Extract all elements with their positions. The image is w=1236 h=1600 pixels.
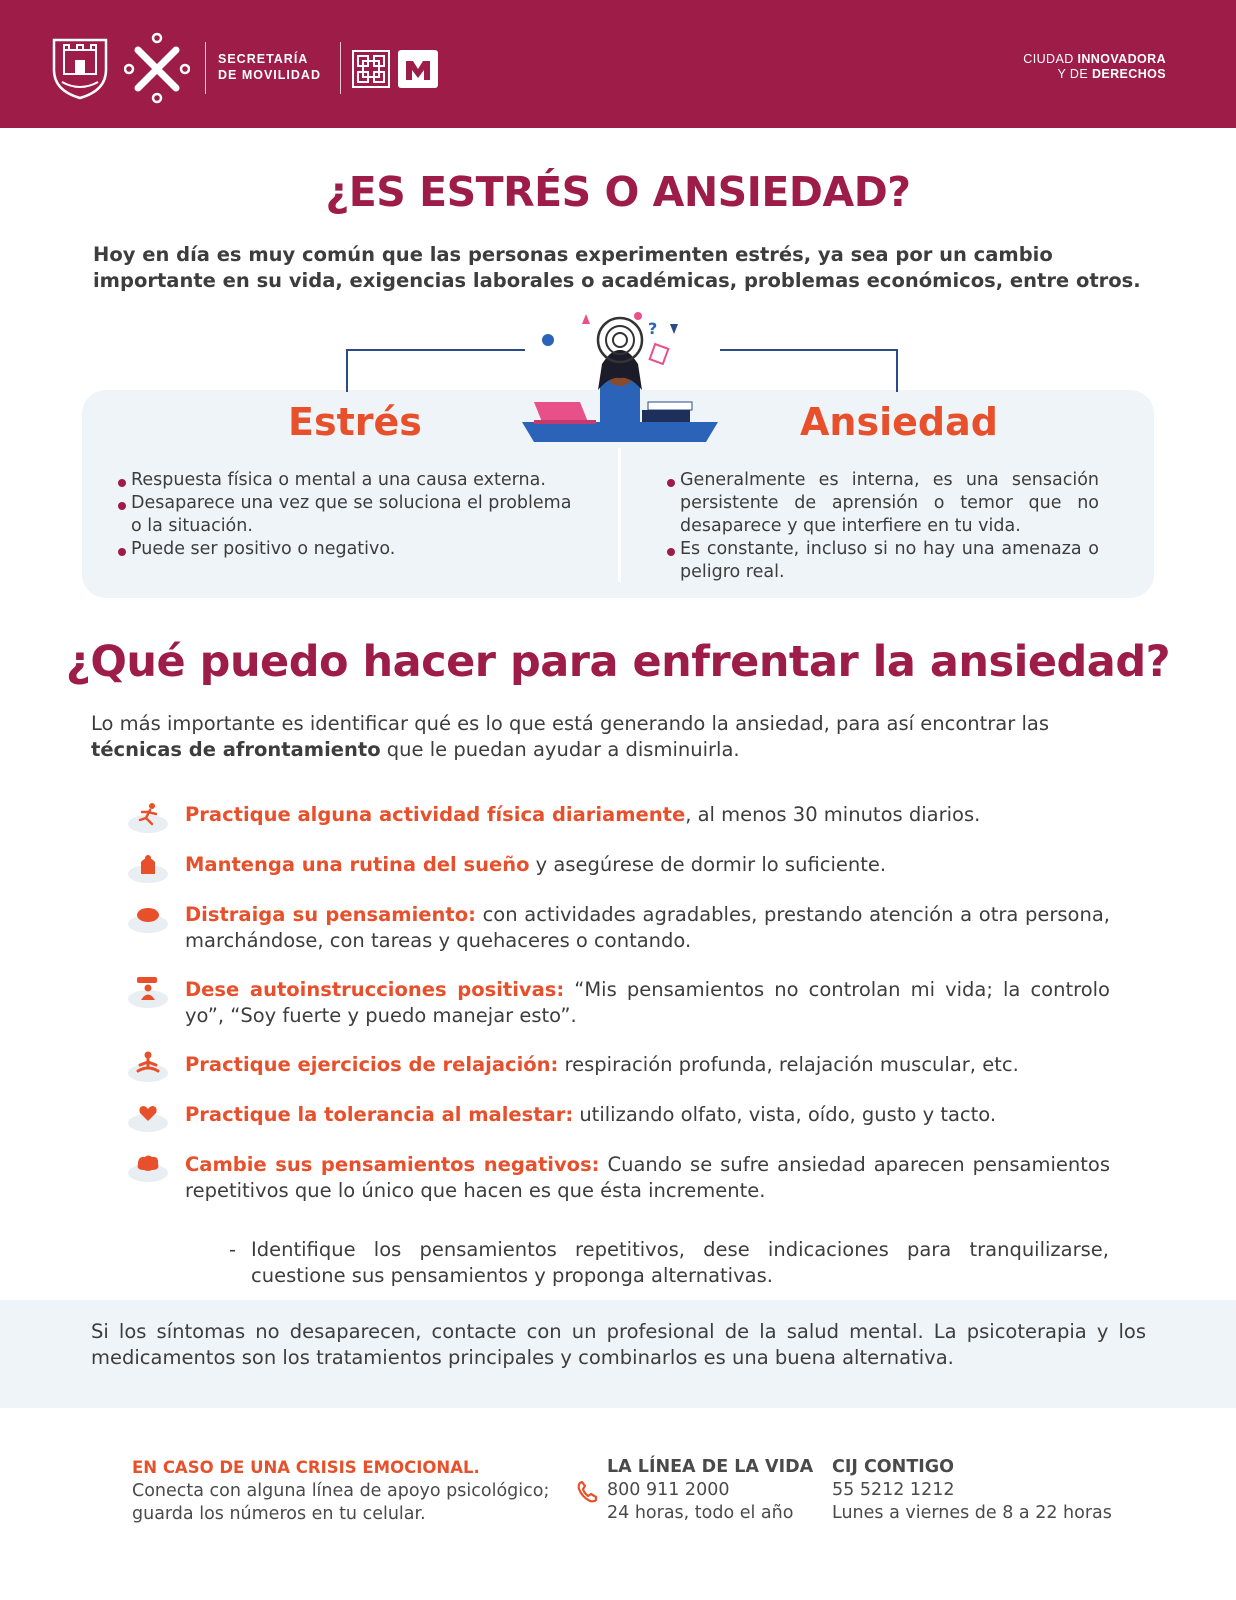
list-item: Desaparece una vez que se soluciona el problema o la situación. (118, 492, 578, 538)
brain-icon (126, 1149, 170, 1183)
crisis-text: Conecta con alguna línea de apoyo psicológico; guarda los números en tu celular. (132, 1481, 550, 1524)
cdmx-x-logo (124, 32, 190, 104)
ansiedad-title: Ansiedad (800, 400, 998, 444)
stressed-person-illustration (520, 306, 720, 454)
heart-icon (126, 1099, 170, 1133)
speech-person-icon (126, 975, 170, 1009)
tip-item: Mantenga una rutina del sueño y asegúrese de dormir lo suficiente. (185, 853, 887, 876)
estres-title: Estrés (288, 400, 422, 444)
tip-item: Cambie sus pensamientos negativos: Cuando se sufre ansiedad aparecen pensamientos repetitivos que lo único que hacen es que ésta incremente. (185, 1153, 1110, 1202)
list-item: Generalmente es interna, es una sensación persistente de aprensión o temor que no desaparece y que interfiere en tu vida. (667, 469, 1099, 538)
comparison-divider (618, 448, 621, 582)
tip-subpoint: - Identifique los pensamientos repetitivos, dese indicaciones para tranquilizarse, cuestione sus pensamientos y proponga alternativas. (229, 1238, 1109, 1287)
tip-item: Practique la tolerancia al malestar: utilizando olfato, vista, oído, gusto y tacto. (185, 1103, 997, 1126)
section-lead: Lo más importante es identificar qué es lo que está generando la ansiedad, para así encontrar las técnicas de afrontamiento que le puedan ayudar a disminuirla. (91, 712, 1049, 761)
list-item: Respuesta física o mental a una causa externa. (118, 469, 578, 492)
city-slogan: CIUDAD INNOVADORA Y DE DERECHOS (1023, 52, 1166, 81)
cdmx-crest-logo (50, 36, 110, 100)
ansiedad-list (667, 469, 1099, 584)
page-title: ¿ES ESTRÉS O ANSIEDAD? (325, 168, 911, 216)
intro-paragraph: Hoy en día es muy común que las personas experimenten estrés, ya sea por un cambio importante en su vida, exigencias laborales o académicas, problemas económicos, entre otros. (93, 243, 1141, 292)
estres-list (118, 469, 578, 561)
thought-bubble-icon (126, 900, 170, 934)
svg-text:?: ? (648, 319, 658, 338)
helpline-linea-vida: LA LÍNEA DE LA VIDA 800 911 2000 24 horas, todo el año (607, 1457, 814, 1523)
helpline-cij-contigo: CIJ CONTIGO 55 5212 1212 Lunes a viernes de 8 a 22 horas (832, 1457, 1112, 1523)
crisis-title: EN CASO DE UNA CRISIS EMOCIONAL. (132, 1458, 480, 1477)
professional-help-note: Si los síntomas no desaparecen, contacte con un profesional de la salud mental. La psicoterapia y los medicamentos son los tratamientos principales y combinarlos es una buena alternativa. (91, 1320, 1146, 1369)
sleep-icon (126, 850, 170, 884)
tip-item: Dese autoinstrucciones positivas: “Mis pensamientos no controlan mi vida; la controlo yo”, “Soy fuerte y puedo manejar esto”. (185, 978, 1110, 1027)
running-person-icon (126, 800, 170, 834)
list-item: Puede ser positivo o negativo. (118, 538, 578, 561)
header-divider (205, 42, 206, 94)
phone-icon (576, 1480, 598, 1504)
header-divider (340, 42, 341, 94)
section-title: ¿Qué puedo hacer para enfrentar la ansiedad? (65, 637, 1171, 687)
tip-item: Practique ejercicios de relajación: respiración profunda, relajación muscular, etc. (185, 1053, 1019, 1076)
list-item: Es constante, incluso si no hay una amenaza o peligro real. (667, 538, 1099, 584)
tip-item: Practique alguna actividad física diariamente, al menos 30 minutos diarios. (185, 803, 981, 826)
agency-name: SECRETARÍA DE MOVILIDAD (218, 52, 321, 82)
metro-pattern-logo (352, 50, 390, 88)
tip-item: Distraiga su pensamiento: con actividades agradables, prestando atención a otra persona, marchándose, con tareas y quehaceres o contando. (185, 903, 1110, 952)
metro-m-logo (398, 50, 438, 88)
meditation-icon (126, 1049, 170, 1083)
